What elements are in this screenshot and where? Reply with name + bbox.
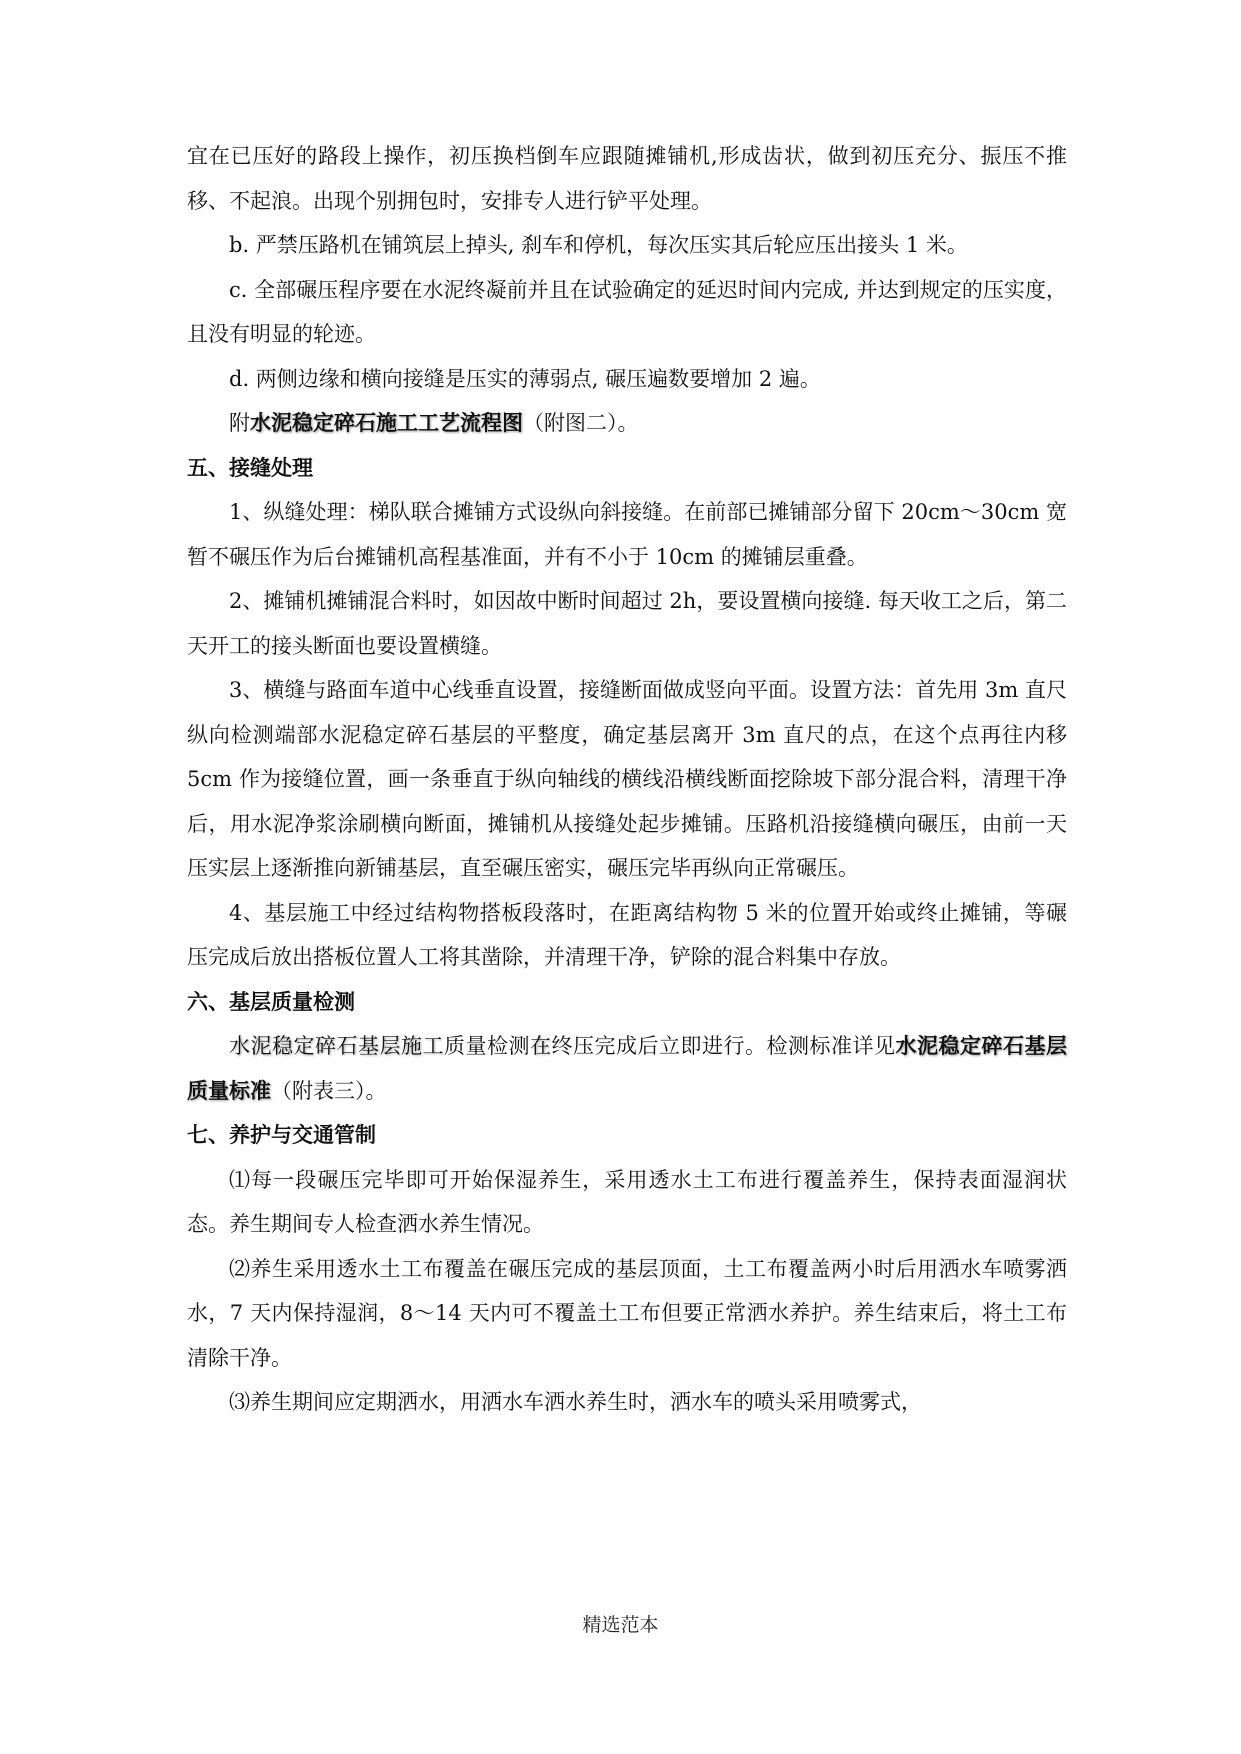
section-heading-quality-inspection: 六、基层质量检测 xyxy=(187,989,355,1014)
curing-item-2: ⑵养生采用透水土工布覆盖在碾压完成的基层顶面，土工布覆盖两小时后用洒水车喷雾洒水，7 天内保持湿润，8～14 天内可不覆盖土工布但要正常洒水养护。养生结束后，将土工布清除干净。 xyxy=(187,1256,1067,1370)
page-footer: 精选范本 xyxy=(582,1614,659,1636)
inspection-text-b: 质量检测 xyxy=(444,1034,530,1058)
paragraph-b-no-turning: b. 严禁压路机在铺筑层上掉头, 刹车和停机，每次压实其后轮应压出接头 1 米。 xyxy=(229,233,968,257)
paragraph-d-edge-passes: d. 两侧边缘和横向接缝是压实的薄弱点, 碾压遍数要增加 2 遍。 xyxy=(229,366,821,391)
attachment-suffix: （附图二）。 xyxy=(523,411,639,435)
curing-item-1: ⑴每一段碾压完毕即可开始保湿养生，采用透水土工布进行覆盖养生，保持表面湿润状态。养生期间专人检查洒水养生情况。 xyxy=(187,1167,1067,1236)
section-heading-joint-treatment: 五、接缝处理 xyxy=(187,455,313,480)
inspection-text-d: 终压完成后立即进行。检测标准详见 xyxy=(551,1034,896,1058)
paragraph-c-compaction-timing: c. 全部碾压程序要在水泥终凝前并且在试验确定的延迟时间内完成, 并达到规定的压实度，且没有明显的轮迹。 xyxy=(187,277,1067,346)
process-flowchart-reference: 水泥稳定碎石施工工艺流程图 xyxy=(250,411,523,435)
joint-item-1-longitudinal: 1、纵缝处理：梯队联合摊铺方式设纵向斜接缝。在前部已摊铺部分留下 20cm～30cm 宽暂不碾压作为后台摊铺机高程基准面，并有不小于 10cm 的摊铺层重叠。 xyxy=(187,500,1067,569)
quality-standard-reference: 水泥稳定碎石基层质量标准 xyxy=(187,1034,1067,1103)
inspection-text-a: 水泥稳定碎石基层施工 xyxy=(229,1034,444,1058)
document-body xyxy=(187,134,1067,1425)
inspection-text-c: 在 xyxy=(530,1034,552,1058)
paragraph-compaction-operation: 宜在已压好的路段上操作，初压换档倒车应跟随摊铺机,形成齿状，做到初压充分、振压不推移、不起浪。出现个别拥包时，安排专人进行铲平处理。 xyxy=(187,144,1067,213)
joint-item-3-method: 3、横缝与路面车道中心线垂直设置，接缝断面做成竖向平面。设置方法：首先用 3m 直尺纵向检测端部水泥稳定碎石基层的平整度，确定基层离开 3m 直尺的点，在这个点再往内移 5cm 作为接缝位置，画一条垂直于纵向轴线的横线沿横线断面挖除坡下部分混合料，清理干净后，用水泥净浆涂刷横向断面，摊铺机从接缝处起步摊铺。压路机沿接缝横向碾压，由前一天压实层上逐渐推向新铺基层，直至碾压密实，碾压完毕再纵向正常碾压。 xyxy=(187,678,1067,880)
paragraph-quality-inspection xyxy=(187,1024,1067,1113)
joint-item-4-structures: 4、基层施工中经过结构物搭板段落时，在距离结构物 5 米的位置开始或终止摊铺，等碾压完成后放出搭板位置人工将其凿除，并清理干净，铲除的混合料集中存放。 xyxy=(187,900,1067,969)
paragraph-attachment-figure-two xyxy=(187,401,1067,446)
joint-item-2-transverse: 2、摊铺机摊铺混合料时，如因故中断时间超过 2h，要设置横向接缝. 每天收工之后，第二天开工的接头断面也要设置横缝。 xyxy=(187,589,1067,658)
curing-item-3: ⑶养生期间应定期洒水，用洒水车洒水养生时，洒水车的喷头采用喷雾式， xyxy=(229,1390,922,1414)
attachment-prefix: 附 xyxy=(229,411,250,435)
inspection-suffix: （附表三）。 xyxy=(271,1078,387,1103)
section-heading-curing-traffic: 七、养护与交通管制 xyxy=(187,1123,376,1147)
